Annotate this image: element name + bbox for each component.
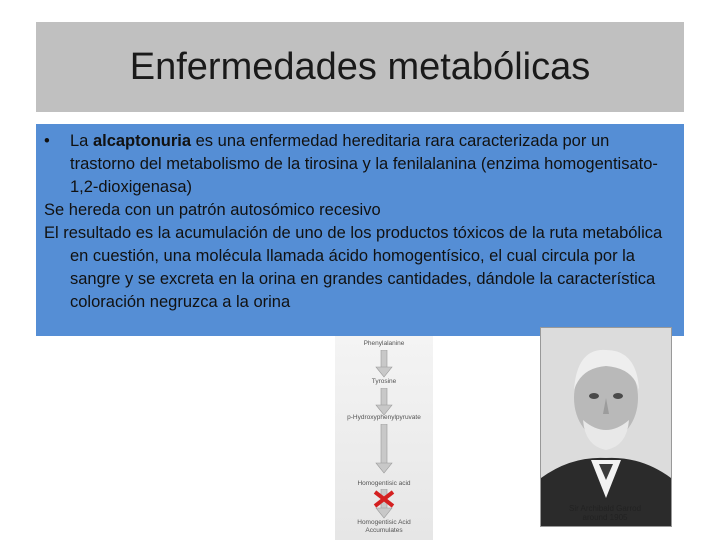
pathway-step-homogentisic-acid: Homogentisic acid bbox=[357, 480, 411, 487]
title-bar bbox=[36, 22, 684, 112]
bullet-prefix: La bbox=[70, 132, 93, 150]
bullet-dot: • bbox=[44, 132, 50, 150]
portrait-caption-date: around 1905 bbox=[582, 513, 628, 522]
pathway-step-tyrosine: Tyrosine bbox=[371, 378, 397, 385]
pathway-step-accumulation: Homogentisic Acid Accumulates bbox=[357, 519, 411, 534]
portrait-caption-name: Sir Archibald Garrod bbox=[568, 504, 642, 513]
pathway-step-phenylalanine: Phenylalanine bbox=[363, 340, 405, 347]
result-paragraph: El resultado es la acumulación de uno de los productos tóxicos de la ruta metabólica en cuestión, una molécula llamada ácido homogentísico, el cual circula por la sangre y se excreta en la orina en grandes cantidades, dándole la característica coloración negruzca a la orina bbox=[44, 224, 663, 311]
bullet-paragraph bbox=[44, 130, 674, 199]
down-arrow-icon bbox=[375, 350, 393, 378]
slide-title: Enfermedades metabólicas bbox=[129, 45, 591, 88]
pathway-step-hydroxyphenylpyruvate: p-Hydroxyphenylpyruvate bbox=[347, 414, 421, 421]
down-arrow-icon bbox=[375, 388, 393, 416]
garrod-portrait bbox=[540, 327, 672, 527]
enzyme-block-cross-icon bbox=[373, 490, 395, 508]
portrait-caption bbox=[544, 504, 666, 522]
slide-body bbox=[44, 130, 674, 314]
inheritance-paragraph: Se hereda con un patrón autosómico recesivo bbox=[44, 201, 381, 219]
down-arrow-icon bbox=[375, 424, 393, 474]
metabolic-pathway-diagram bbox=[333, 336, 435, 540]
bold-term: alcaptonuria bbox=[92, 132, 192, 150]
portrait-image bbox=[541, 328, 671, 526]
bullet-rest: es una enfermedad hereditaria rara caracterizada por un trastorno del metabolismo de la tirosina y la fenilalanina (enzima homogentisato-1,2-dioxigenasa) bbox=[70, 132, 658, 196]
